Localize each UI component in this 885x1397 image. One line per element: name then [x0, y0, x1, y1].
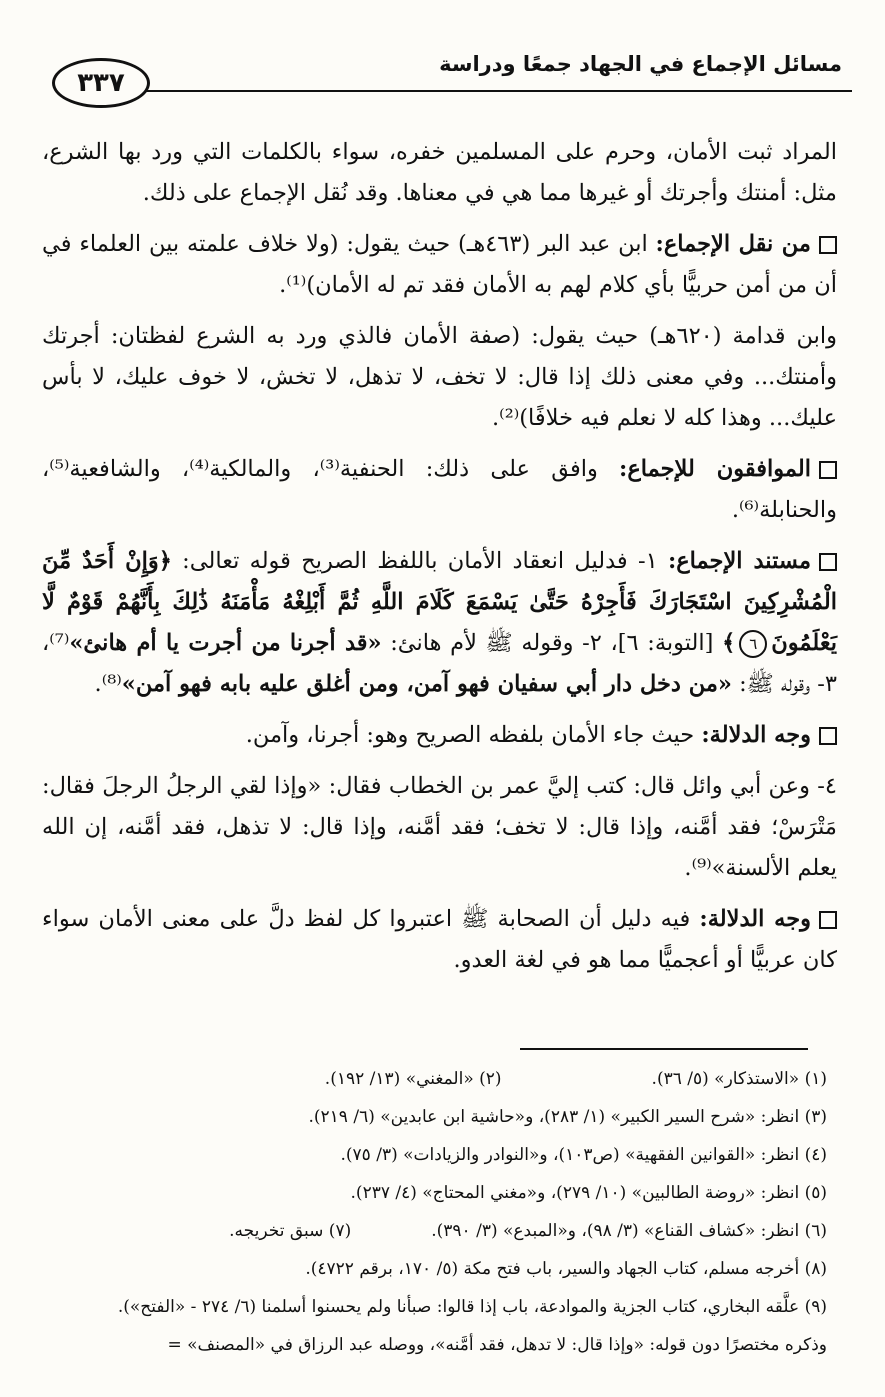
footnote-2: (٢) «المغني» (١٣/ ١٩٢). [324, 1069, 502, 1089]
hadith-quote: «قد أجرنا من أجرت يا أم هانئ» [69, 630, 382, 656]
paragraph-text: ابن عبد البر (٤٦٣هـ) حيث يقول: (ولا خلاف علمته بين العلماء في أن من أمن حربيًّا بأي كلام لهم به الأمان فقد تم له الأمان)⁽¹⁾. [42, 231, 837, 298]
paragraph-text: ١- فدليل انعقاد الأمان باللفظ الصريح قوله تعالى: [171, 548, 668, 574]
paragraph-text: المراد ثبت الأمان، وحرم على المسلمين خفره، سواء بالكلمات التي ورد بها الشرع، مثل: أمنتك وأجرتك أو غيرها مما هي في معناها. وقد نُقل الإجماع على ذلك. [42, 139, 837, 206]
hadith-quote: «من دخل دار أبي سفيان فهو آمن، ومن أغلق عليه بابه فهو آمن» [121, 671, 732, 697]
quran-close-bracket: ﴾ [722, 630, 736, 656]
paragraph-consensus-transmitters [42, 224, 837, 306]
main-text [42, 132, 837, 991]
square-bullet-icon [819, 236, 837, 254]
footnote-7: (٧) سبق تخريجه. [229, 1221, 352, 1241]
paragraph-evidence [42, 541, 837, 705]
paragraph-abu-wail [42, 766, 837, 889]
footnote-9: (٩) علَّقه البخاري، كتاب الجزية والموادعة، باب إذا قالوا: صبأنا ولم يحسنوا أسلمنا (٦/ ٢٧٤ - «الفتح»). [117, 1297, 827, 1317]
running-title: مسائل الإجماع في الجهاد جمعًا ودراسة [439, 52, 842, 76]
footnote-9-continuation: وذكره مختصرًا دون قوله: «وإذا قال: لا تدهل، فقد أمَّنه»، ووصله عبد الرزاق في «المصنف» = [167, 1335, 827, 1355]
footnote-3: (٣) انظر: «شرح السير الكبير» (١/ ٢٨٣)، و«حاشية ابن عابدين» (٦/ ٢١٩). [308, 1107, 827, 1127]
footnote-row [42, 1060, 827, 1098]
footnotes [42, 1060, 827, 1364]
paragraph-text: فيه دليل أن الصحابة ﷺ اعتبروا كل لفظ دلَّ على معنى الأمان سواء كان عربيًّا أو أعجميًّا مما هو في لغة العدو. [42, 906, 837, 973]
paragraph-text: [التوبة: ٦]، ٢- وقوله ﷺ لأم هانئ: [381, 630, 723, 656]
paragraph-text: حيث جاء الأمان بلفظه الصريح وهو: أجرنا، وآمن. [245, 722, 702, 748]
paragraph-text: ⁽⁸⁾. [94, 671, 122, 697]
paragraph-indication-2 [42, 899, 837, 981]
footnote-separator [520, 1048, 808, 1050]
paragraph-text: ⁽⁷⁾، ٣- وقوله ﷺ: [42, 630, 837, 697]
paragraph-text: ٤- وعن أبي وائل قال: كتب إليَّ عمر بن الخطاب فقال: «وإذا لقي الرجلُ الرجلَ فقال: مَتْرَسْ؛ فقد أمَّنه، وإذا قال: لا تخف؛ فقد أمَّنه، وإذا قال: لا تذهل، فقد أمَّنه، إن الله يعلم الألسنة»⁽⁹⁾. [42, 773, 837, 881]
section-lead: من نقل الإجماع: [655, 231, 811, 257]
footnote-1: (١) «الاستذكار» (٥/ ٣٦). [651, 1069, 827, 1089]
footnote-6: (٦) انظر: «كشاف القناع» (٣/ ٩٨)، و«المبدع» (٣/ ٣٩٠). [431, 1221, 827, 1241]
paragraph-indication-1 [42, 715, 837, 756]
square-bullet-icon [819, 553, 837, 571]
paragraph-ibn-qudama [42, 316, 837, 439]
paragraph-intro [42, 132, 837, 214]
quran-verse: ﴿وَإِنْ أَحَدٌ مِّنَ الْمُشْرِكِينَ اسْتَجَارَكَ فَأَجِرْهُ حَتَّىٰ يَسْمَعَ كَلَامَ اللَّهِ ثُمَّ أَبْلِغْهُ مَأْمَنَهُ ذَٰلِكَ بِأَنَّهُمْ قَوْمٌ لَّا يَعْلَمُونَ [42, 548, 837, 656]
square-bullet-icon [819, 911, 837, 929]
section-lead: مستند الإجماع: [667, 548, 812, 574]
section-lead: وجه الدلالة: [701, 722, 811, 748]
paragraph-text: وابن قدامة (٦٢٠هـ) حيث يقول: (صفة الأمان فالذي ورد به الشرع لفظتان: أجرتك وأمنتك... وفي معنى ذلك إذا قال: لا تخف، لا تذهل، لا تخش، لا خوف عليك، لا بأس عليك... وهذا كله لا نعلم فيه خلافًا)⁽²⁾. [42, 323, 838, 431]
page-number: ٣٣٧ [52, 58, 150, 108]
section-lead: الموافقون للإجماع: [619, 456, 812, 482]
footnote-5: (٥) انظر: «روضة الطالبين» (١٠/ ٢٧٩)، و«مغني المحتاج» (٤/ ٢٣٧). [350, 1183, 827, 1203]
page-header [52, 44, 852, 114]
section-lead: وجه الدلالة: [699, 906, 811, 932]
footnote-row [42, 1212, 827, 1250]
square-bullet-icon [819, 461, 837, 479]
footnote-4: (٤) انظر: «القوانين الفقهية» (ص١٠٣)، و«النوادر والزيادات» (٣/ ٧٥). [340, 1145, 827, 1165]
header-rule [132, 90, 852, 92]
footnote-8: (٨) أخرجه مسلم، كتاب الجهاد والسير، باب فتح مكة (٥/ ١٧٠، برقم ٤٧٢٢). [305, 1259, 827, 1279]
verse-number-marker: ٦ [739, 630, 767, 658]
square-bullet-icon [819, 727, 837, 745]
paragraph-text: وافق على ذلك: الحنفية⁽³⁾، والمالكية⁽⁴⁾، والشافعية⁽⁵⁾، والحنابلة⁽⁶⁾. [42, 456, 837, 523]
paragraph-agreeing-schools [42, 449, 837, 531]
